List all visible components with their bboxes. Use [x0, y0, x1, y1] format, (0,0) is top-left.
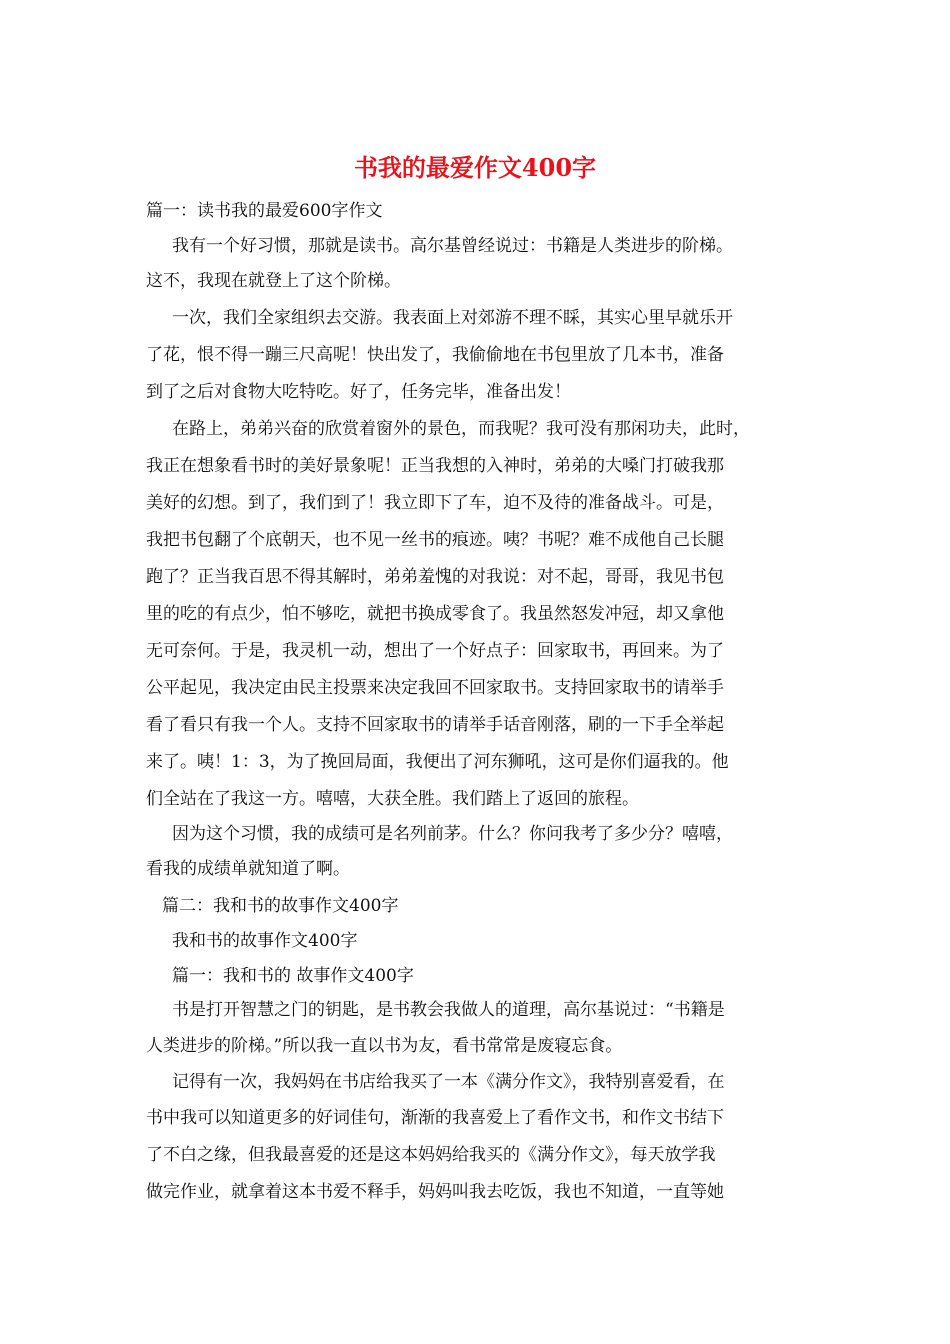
text-line: 在路上，弟弟兴奋的欣赏着窗外的景色，而我呢？我可没有那闲功夫，此时，	[172, 419, 750, 439]
text-line: 了不白之缘，但我最喜爱的还是这本妈妈给我买的《满分作文》，每天放学我	[146, 1145, 716, 1165]
text-line: 人类进步的阶梯。”所以我一直以书为友，看书常常是废寝忘食。	[146, 1036, 623, 1056]
text-line: 了花，恨不得一蹦三尺高呢！快出发了，我偷偷地在书包里放了几本书，准备	[146, 345, 724, 365]
text-line: 看了看只有我一个人。支持不回家取书的请举手话音刚落，刷的一下手全举起	[146, 715, 724, 735]
text-line: 书中我可以知道更多的好词佳句，渐渐的我喜爱上了看作文书，和作文书结下	[146, 1108, 724, 1128]
text-line: 到了之后对食物大吃特吃。好了，任务完毕，准备出发！	[146, 382, 571, 402]
section-heading: 篇二：我和书的故事作文400字	[162, 896, 399, 916]
text-line: 跑了？正当我百思不得其解时，弟弟羞愧的对我说：对不起，哥哥，我见书包	[146, 567, 724, 587]
text-line: 篇一：读书我的最爱600字作文	[146, 201, 383, 221]
text-line: 我和书的故事作文400字	[172, 931, 358, 951]
text-line: 们全站在了我这一方。嘻嘻，大获全胜。我们踏上了返回的旅程。	[146, 789, 639, 809]
text-line: 里的吃的有点少，怕不够吃，就把书换成零食了。我虽然怒发冲冠，却又拿他	[146, 604, 724, 624]
text-line: 来了。咦！1：3，为了挽回局面，我便出了河东狮吼，这可是你们逼我的。他	[146, 752, 729, 772]
text-line: 公平起见，我决定由民主投票来决定我回不回家取书。支持回家取书的请举手	[146, 678, 724, 698]
text-line: 因为这个习惯，我的成绩可是名列前茅。什么？你问我考了多少分？嘻嘻，	[172, 824, 733, 844]
text-line: 篇一：我和书的 故事作文400字	[172, 966, 414, 986]
text-line: 书是打开智慧之门的钥匙，是书教会我做人的道理，高尔基说过：“书籍是	[172, 1000, 725, 1020]
text-line: 一次，我们全家组织去交游。我表面上对郊游不理不睬，其实心里早就乐开	[172, 308, 733, 328]
text-line: 我把书包翻了个底朝天，也不见一丝书的痕迹。咦？书呢？难不成他自己长腿	[146, 530, 724, 550]
text-line: 无可奈何。于是，我灵机一动，想出了一个好点子：回家取书，再回来。为了	[146, 641, 724, 661]
text-line: 我正在想象看书时的美好景象呢！正当我想的入神时，弟弟的大嗓门打破我那	[146, 456, 724, 476]
text-line: 记得有一次，我妈妈在书店给我买了一本《满分作文》，我特别喜爱看，在	[172, 1072, 725, 1092]
document-title: 书我的最爱作文400字	[353, 153, 597, 182]
text-line: 美好的幻想。到了，我们到了！我立即下了车，迫不及待的准备战斗。可是，	[146, 493, 724, 513]
text-line: 这不，我现在就登上了这个阶梯。	[146, 271, 401, 291]
text-line: 看我的成绩单就知道了啊。	[146, 859, 350, 879]
text-line: 我有一个好习惯，那就是读书。高尔基曾经说过：书籍是人类进步的阶梯。	[172, 236, 733, 256]
text-line: 做完作业，就拿着这本书爱不释手，妈妈叫我去吃饭，我也不知道，一直等她	[146, 1182, 724, 1202]
